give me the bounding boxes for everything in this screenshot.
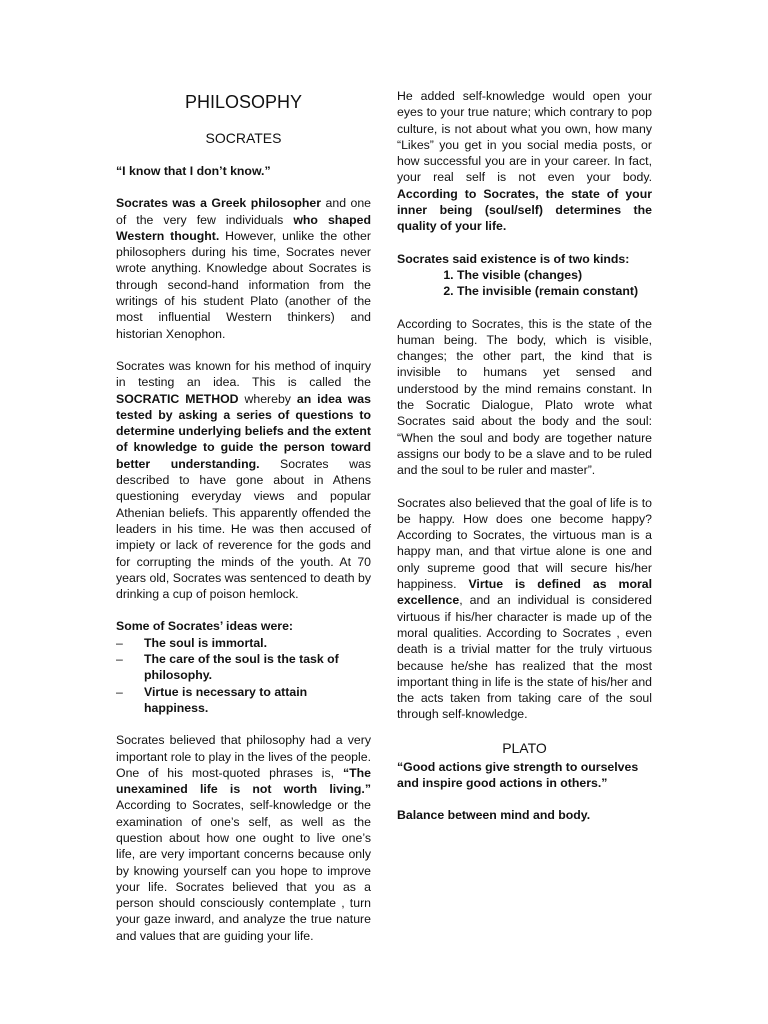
text-span: Socrates believed that philosophy had a very important role to play in the lives of the people. One of his most-quoted phrases is, bbox=[116, 733, 371, 780]
text-span: According to Socrates, self-knowledge or the examination of one’s self, as well as the question about how one ought to live one’s life, are very important concerns because only by knowing yourself can you hope to improve your life. Socrates believed that you as a person should consciously contemplate , turn your gaze inward, and analyze the true nature and values that are guiding your life. bbox=[116, 798, 371, 943]
text-span: Socrates was a Greek philosopher bbox=[116, 196, 322, 211]
socrates-intro-paragraph bbox=[116, 195, 371, 342]
ideas-list bbox=[116, 635, 371, 716]
socrates-quote: “I know that I don’t know.” bbox=[116, 164, 271, 178]
list-item: – Virtue is necessary to attain happiness. bbox=[116, 684, 371, 717]
text-span: Socrates was described to have gone about in Athens questioning everyday views and popular Athenian beliefs. This apparently offended the leaders in his time. He was then accused of impiety or lack of reverence for the gods and for corrupting the minds of the youth. At 70 years old, Socrates was sentenced to death by drinking a cup of poison hemlock. bbox=[116, 456, 371, 602]
existence-kinds-heading: Socrates said existence is of two kinds: bbox=[397, 251, 630, 266]
list-item: 2. The invisible (remain constant) bbox=[457, 283, 652, 299]
left-column bbox=[116, 86, 371, 960]
philosophy-role-paragraph bbox=[116, 732, 371, 944]
virtue-paragraph bbox=[397, 495, 652, 723]
text-span: Socrates was known for his method of inquiry in testing an idea. This is called the bbox=[116, 358, 371, 390]
plato-balance-note: Balance between mind and body. bbox=[397, 808, 591, 823]
text-span: who shaped Western thought. bbox=[116, 212, 372, 243]
text-span: , and an individual is considered virtuous if his/her character is made up of the moral qualities. According to Socrates , even death is a trivial matter for the truly virtuous because he/she has realized that the most important thing in life is the state of his/her and the acts taken from taking care of the soul through self-knowledge. bbox=[397, 593, 652, 722]
list-item: – The soul is immortal. bbox=[116, 635, 371, 651]
plato-quote: “Good actions give strength to ourselves and inspire good actions in others.” bbox=[397, 759, 639, 790]
socrates-heading: SOCRATES bbox=[205, 130, 282, 146]
page-title: PHILOSOPHY bbox=[184, 92, 303, 112]
true-nature-paragraph bbox=[397, 88, 652, 235]
text-span: an idea was tested by asking a series of questions to determine underlying beliefs and the extent of knowledge to guide the person toward better understanding. bbox=[116, 391, 371, 471]
text-span: “The unexamined life is not worth living.” bbox=[116, 765, 371, 797]
text-span: However, unlike the other philosophers during his time, Socrates never wrote anything. Knowledge about Socrates is through second-hand information from the writings of his student Plato (another of the most influential Western thinkers) and historian Xenophon. bbox=[116, 228, 371, 341]
existence-kinds-list bbox=[397, 267, 652, 300]
ideas-heading: Some of Socrates’ ideas were: bbox=[116, 619, 294, 634]
text-span: Virtue is defined as moral excellence bbox=[397, 577, 652, 608]
plato-heading: PLATO bbox=[502, 739, 547, 756]
right-column bbox=[397, 88, 652, 840]
text-span: He added self-knowledge would open your eyes to your true nature; which contrary to pop culture, is not about what you own, how many “Likes” you get in you social media posts, or how successful you are in your career. In fact, your real self is not even your body. bbox=[397, 89, 652, 185]
list-item: – The care of the soul is the task of philosophy. bbox=[116, 651, 371, 684]
socratic-method-paragraph bbox=[116, 358, 371, 602]
body-soul-paragraph: According to Socrates, this is the state of the human being. The body, which is visible, changes; the other part, the kind that is invisible to humans yet sensed and understood by the mind remains constant. In the Socratic Dialogue, Plato wrote what Socrates said about the body and the soul: “When the soul and body are together nature assigns our body to be a slave and to be ruled and the soul to be ruler and master”. bbox=[397, 316, 652, 478]
list-item: 1. The visible (changes) bbox=[457, 267, 652, 283]
text-span: Socrates also believed that the goal of life is to be happy. How does one become happy? According to Socrates, the virtuous man is a happy man, and that virtue alone is one and only supreme good that will secure his/her happiness. bbox=[397, 495, 652, 592]
text-span: SOCRATIC METHOD bbox=[116, 391, 239, 406]
text-span: whereby bbox=[238, 391, 297, 406]
text-span: and one of the very few individuals bbox=[116, 196, 371, 227]
text-span: According to Socrates, the state of your inner being (soul/self) determines the quality of your life. bbox=[397, 186, 652, 234]
